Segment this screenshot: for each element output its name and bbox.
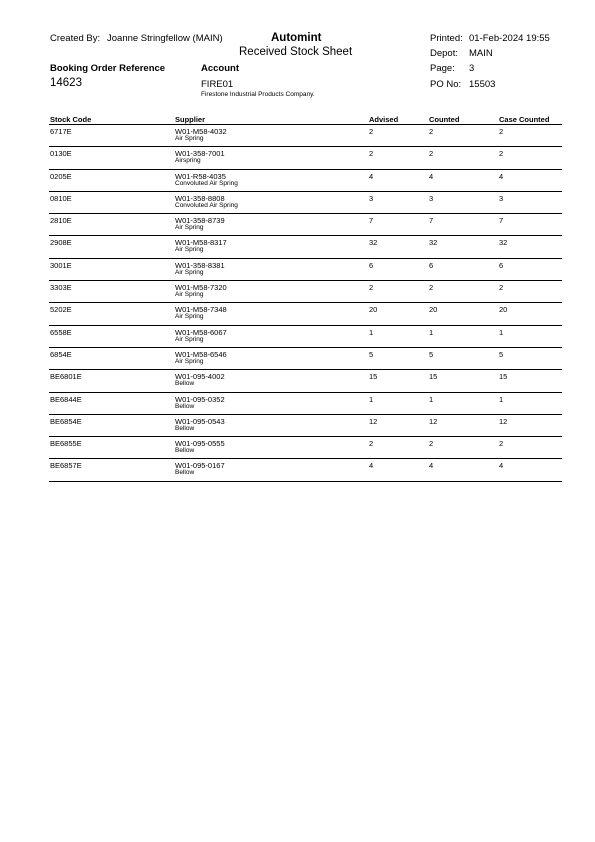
- table-row: [49, 437, 562, 459]
- table-row: [49, 281, 562, 303]
- stock-code-cell: 2908E: [50, 238, 72, 248]
- counted-qty-cell: 6: [429, 260, 434, 270]
- account-label: Account: [201, 63, 239, 74]
- advised-qty-cell: 15: [369, 372, 378, 382]
- table-row: [49, 147, 562, 169]
- stock-code-cell: 0130E: [50, 149, 72, 159]
- case-counted-qty-cell: 1: [499, 394, 504, 404]
- stock-code-cell: 3001E: [50, 260, 72, 270]
- counted-qty-cell: 2: [429, 149, 434, 159]
- counted-qty-cell: 32: [429, 238, 438, 248]
- advised-qty-cell: 3: [369, 193, 374, 203]
- counted-qty-cell: 2: [429, 439, 434, 449]
- account-code: FIRE01: [201, 79, 234, 90]
- advised-qty-cell: 5: [369, 349, 374, 359]
- table-header-row: [49, 114, 562, 125]
- table-row: [49, 125, 562, 147]
- advised-qty-cell: 4: [369, 171, 374, 181]
- stock-code-cell: BE6854E: [50, 416, 82, 426]
- table-row: [49, 192, 562, 214]
- column-header-advised: Advised: [369, 115, 399, 124]
- item-description-cell: Air Spring: [175, 357, 204, 365]
- advised-qty-cell: 2: [369, 149, 374, 159]
- case-counted-qty-cell: 1: [499, 327, 504, 337]
- case-counted-qty-cell: 15: [499, 372, 508, 382]
- counted-qty-cell: 1: [429, 394, 434, 404]
- column-header-stock-code: Stock Code: [50, 115, 92, 124]
- supplier-code-cell: W01-M58-7320: [175, 283, 227, 293]
- supplier-code-cell: W01-M58-8317: [175, 238, 227, 248]
- item-description-cell: Convoluted Air Spring: [175, 179, 238, 187]
- column-header-counted: Counted: [429, 115, 460, 124]
- item-description-cell: Bellow: [175, 447, 195, 455]
- item-description-cell: Air Spring: [175, 335, 204, 343]
- advised-qty-cell: 2: [369, 439, 374, 449]
- counted-qty-cell: 12: [429, 416, 438, 426]
- counted-qty-cell: 4: [429, 171, 434, 181]
- table-row: [49, 170, 562, 192]
- booking-reference-label: Booking Order Reference: [50, 63, 166, 74]
- item-description-cell: Air Spring: [175, 291, 204, 299]
- supplier-code-cell: W01-358-7001: [175, 149, 225, 159]
- stock-code-cell: BE6855E: [50, 439, 82, 449]
- stock-code-cell: 6854E: [50, 349, 72, 359]
- depot-value: MAIN: [469, 48, 493, 59]
- case-counted-qty-cell: 20: [499, 305, 508, 315]
- created-by-value: Joanne Stringfellow (MAIN): [107, 33, 223, 44]
- supplier-code-cell: W01-M58-7348: [175, 305, 227, 315]
- table-row: [49, 348, 562, 370]
- printed-label: Printed:: [430, 33, 463, 44]
- created-by-label: Created By:: [50, 33, 101, 44]
- page-label: Page:: [430, 63, 455, 74]
- item-description-cell: Bellow: [175, 469, 195, 477]
- table-row: [49, 236, 562, 258]
- stock-code-cell: 0810E: [50, 193, 72, 203]
- supplier-code-cell: W01-095-0352: [175, 394, 225, 404]
- item-description-cell: Air Spring: [175, 268, 204, 276]
- advised-qty-cell: 2: [369, 127, 374, 136]
- counted-qty-cell: 4: [429, 461, 434, 471]
- table-body: [49, 125, 562, 482]
- stock-code-cell: BE6801E: [50, 372, 82, 382]
- counted-qty-cell: 15: [429, 372, 438, 382]
- item-description-cell: Air Spring: [175, 224, 204, 232]
- table-row: [49, 259, 562, 281]
- counted-qty-cell: 7: [429, 216, 434, 226]
- counted-qty-cell: 2: [429, 127, 434, 136]
- item-description-cell: Air Spring: [175, 135, 204, 142]
- supplier-code-cell: W01-M58-6546: [175, 349, 227, 359]
- table-row: [49, 214, 562, 236]
- stock-code-cell: 5202E: [50, 305, 72, 315]
- stock-code-cell: BE6844E: [50, 394, 82, 404]
- supplier-code-cell: W01-358-8381: [175, 260, 225, 270]
- case-counted-qty-cell: 7: [499, 216, 504, 226]
- po-number: 15503: [469, 79, 496, 90]
- case-counted-qty-cell: 2: [499, 439, 504, 449]
- depot-label: Depot:: [430, 48, 458, 59]
- supplier-code-cell: W01-095-0543: [175, 416, 225, 426]
- case-counted-qty-cell: 4: [499, 461, 504, 471]
- case-counted-qty-cell: 2: [499, 127, 504, 136]
- stock-code-cell: 2810E: [50, 216, 72, 226]
- stock-table: [49, 114, 562, 482]
- case-counted-qty-cell: 5: [499, 349, 504, 359]
- advised-qty-cell: 4: [369, 461, 374, 471]
- supplier-code-cell: W01-R58-4035: [175, 171, 226, 181]
- advised-qty-cell: 1: [369, 327, 374, 337]
- table-row: [49, 459, 562, 481]
- item-description-cell: Air Spring: [175, 246, 204, 254]
- account-name: Firestone Industrial Products Company.: [201, 91, 315, 98]
- case-counted-qty-cell: 32: [499, 238, 508, 248]
- column-header-supplier: Supplier: [175, 115, 206, 124]
- item-description-cell: Convoluted Air Spring: [175, 201, 238, 209]
- item-description-cell: Bellow: [175, 424, 195, 432]
- counted-qty-cell: 2: [429, 283, 434, 293]
- printed-value: 01-Feb-2024 19:55: [469, 33, 550, 44]
- counted-qty-cell: 5: [429, 349, 434, 359]
- column-header-case-counted: Case Counted: [499, 115, 550, 124]
- item-description-cell: Bellow: [175, 380, 195, 388]
- advised-qty-cell: 32: [369, 238, 378, 248]
- supplier-code-cell: W01-095-4002: [175, 372, 225, 382]
- counted-qty-cell: 3: [429, 193, 434, 203]
- supplier-code-cell: W01-358-8739: [175, 216, 225, 226]
- case-counted-qty-cell: 2: [499, 283, 504, 293]
- counted-qty-cell: 20: [429, 305, 438, 315]
- table-row: [49, 303, 562, 325]
- page-title: Received Stock Sheet: [239, 46, 353, 58]
- stock-code-cell: 6717E: [50, 127, 72, 136]
- supplier-code-cell: W01-M58-4032: [175, 127, 227, 136]
- table-row: [49, 393, 562, 415]
- page-number: 3: [469, 63, 475, 74]
- company-name: Automint: [271, 32, 322, 44]
- case-counted-qty-cell: 12: [499, 416, 508, 426]
- case-counted-qty-cell: 6: [499, 260, 504, 270]
- supplier-code-cell: W01-095-0167: [175, 461, 225, 471]
- item-description-cell: Air Spring: [175, 313, 204, 321]
- table-row: [49, 370, 562, 392]
- stock-code-cell: 6558E: [50, 327, 72, 337]
- case-counted-qty-cell: 2: [499, 149, 504, 159]
- table-row: [49, 326, 562, 348]
- po-label: PO No:: [430, 79, 462, 90]
- case-counted-qty-cell: 3: [499, 193, 504, 203]
- stock-code-cell: 0205E: [50, 171, 72, 181]
- table-row: [49, 415, 562, 437]
- advised-qty-cell: 1: [369, 394, 374, 404]
- stock-code-cell: 3303E: [50, 283, 72, 293]
- item-description-cell: Airspring: [175, 157, 201, 165]
- advised-qty-cell: 2: [369, 283, 374, 293]
- advised-qty-cell: 20: [369, 305, 378, 315]
- counted-qty-cell: 1: [429, 327, 434, 337]
- supplier-code-cell: W01-M58-6067: [175, 327, 227, 337]
- advised-qty-cell: 6: [369, 260, 374, 270]
- booking-reference-value: 14623: [50, 77, 82, 89]
- supplier-code-cell: W01-095-0555: [175, 439, 225, 449]
- advised-qty-cell: 7: [369, 216, 374, 226]
- advised-qty-cell: 12: [369, 416, 378, 426]
- item-description-cell: Bellow: [175, 402, 195, 410]
- case-counted-qty-cell: 4: [499, 171, 504, 181]
- stock-code-cell: BE6857E: [50, 461, 82, 471]
- supplier-code-cell: W01-358-8808: [175, 193, 225, 203]
